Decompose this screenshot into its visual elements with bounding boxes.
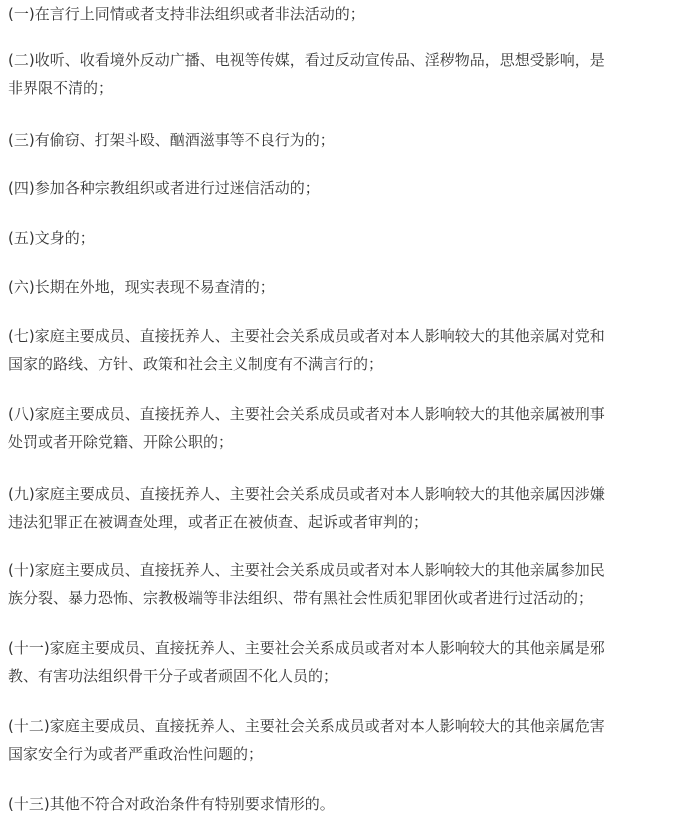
- clause-11: [8, 634, 696, 690]
- clause-6-line-1: (六)长期在外地，现实表现不易查清的；: [8, 278, 275, 296]
- clause-12: [8, 712, 696, 768]
- clause-9-line-1: (九)家庭主要成员、直接抚养人、主要社会关系成员或者对本人影响较大的其他亲属因涉嫌: [8, 485, 605, 503]
- clause-4-line-1: (四)参加各种宗教组织或者进行过迷信活动的；: [8, 179, 320, 197]
- clause-9-line-2: 违法犯罪正在被调查处理，或者正在被侦查、起诉或者审判的；: [8, 513, 429, 531]
- clause-8-line-1: (八)家庭主要成员、直接抚养人、主要社会关系成员或者对本人影响较大的其他亲属被刑事: [8, 405, 605, 423]
- clause-7: [8, 322, 696, 378]
- clause-12-line-2: 国家安全行为或者严重政治性问题的；: [8, 745, 264, 763]
- clause-3: [8, 126, 696, 154]
- clause-10-line-2: 族分裂、暴力恐怖、宗教极端等非法组织、带有黑社会性质犯罪团伙或者进行过活动的；: [8, 589, 594, 607]
- clause-2-line-1: (二)收听、收看境外反动广播、电视等传媒，看过反动宣传品、淫秽物品，思想受影响，是: [8, 51, 605, 69]
- clause-2: [8, 46, 696, 102]
- clause-6: [8, 273, 696, 301]
- clause-11-line-2: 教、有害功法组织骨干分子或者顽固不化人员的；: [8, 667, 339, 685]
- clause-1: [8, 0, 696, 28]
- clause-7-line-2: 国家的路线、方针、政策和社会主义制度有不满言行的；: [8, 355, 384, 373]
- clause-8-line-2: 处罚或者开除党籍、开除公职的；: [8, 433, 234, 451]
- clause-8: [8, 400, 696, 456]
- clause-5: [8, 224, 696, 252]
- clause-11-line-1: (十一)家庭主要成员、直接抚养人、主要社会关系成员或者对本人影响较大的其他亲属是邪: [8, 639, 605, 657]
- clause-13-line-1: (十三)其他不符合对政治条件有特别要求情形的。: [8, 795, 335, 813]
- clause-4: [8, 174, 696, 202]
- clause-7-line-1: (七)家庭主要成员、直接抚养人、主要社会关系成员或者对本人影响较大的其他亲属对党和: [8, 327, 605, 345]
- clause-1-line-1: (一)在言行上同情或者支持非法组织或者非法活动的；: [8, 5, 365, 23]
- clause-10-line-1: (十)家庭主要成员、直接抚养人、主要社会关系成员或者对本人影响较大的其他亲属参加民: [8, 561, 605, 579]
- clause-5-line-1: (五)文身的；: [8, 229, 95, 247]
- clause-13: [8, 790, 696, 818]
- clause-12-line-1: (十二)家庭主要成员、直接抚养人、主要社会关系成员或者对本人影响较大的其他亲属危害: [8, 717, 605, 735]
- clause-9: [8, 480, 696, 536]
- clause-10: [8, 556, 696, 612]
- clause-3-line-1: (三)有偷窃、打架斗殴、酗酒滋事等不良行为的；: [8, 131, 335, 149]
- clause-2-line-2: 非界限不清的；: [8, 79, 114, 97]
